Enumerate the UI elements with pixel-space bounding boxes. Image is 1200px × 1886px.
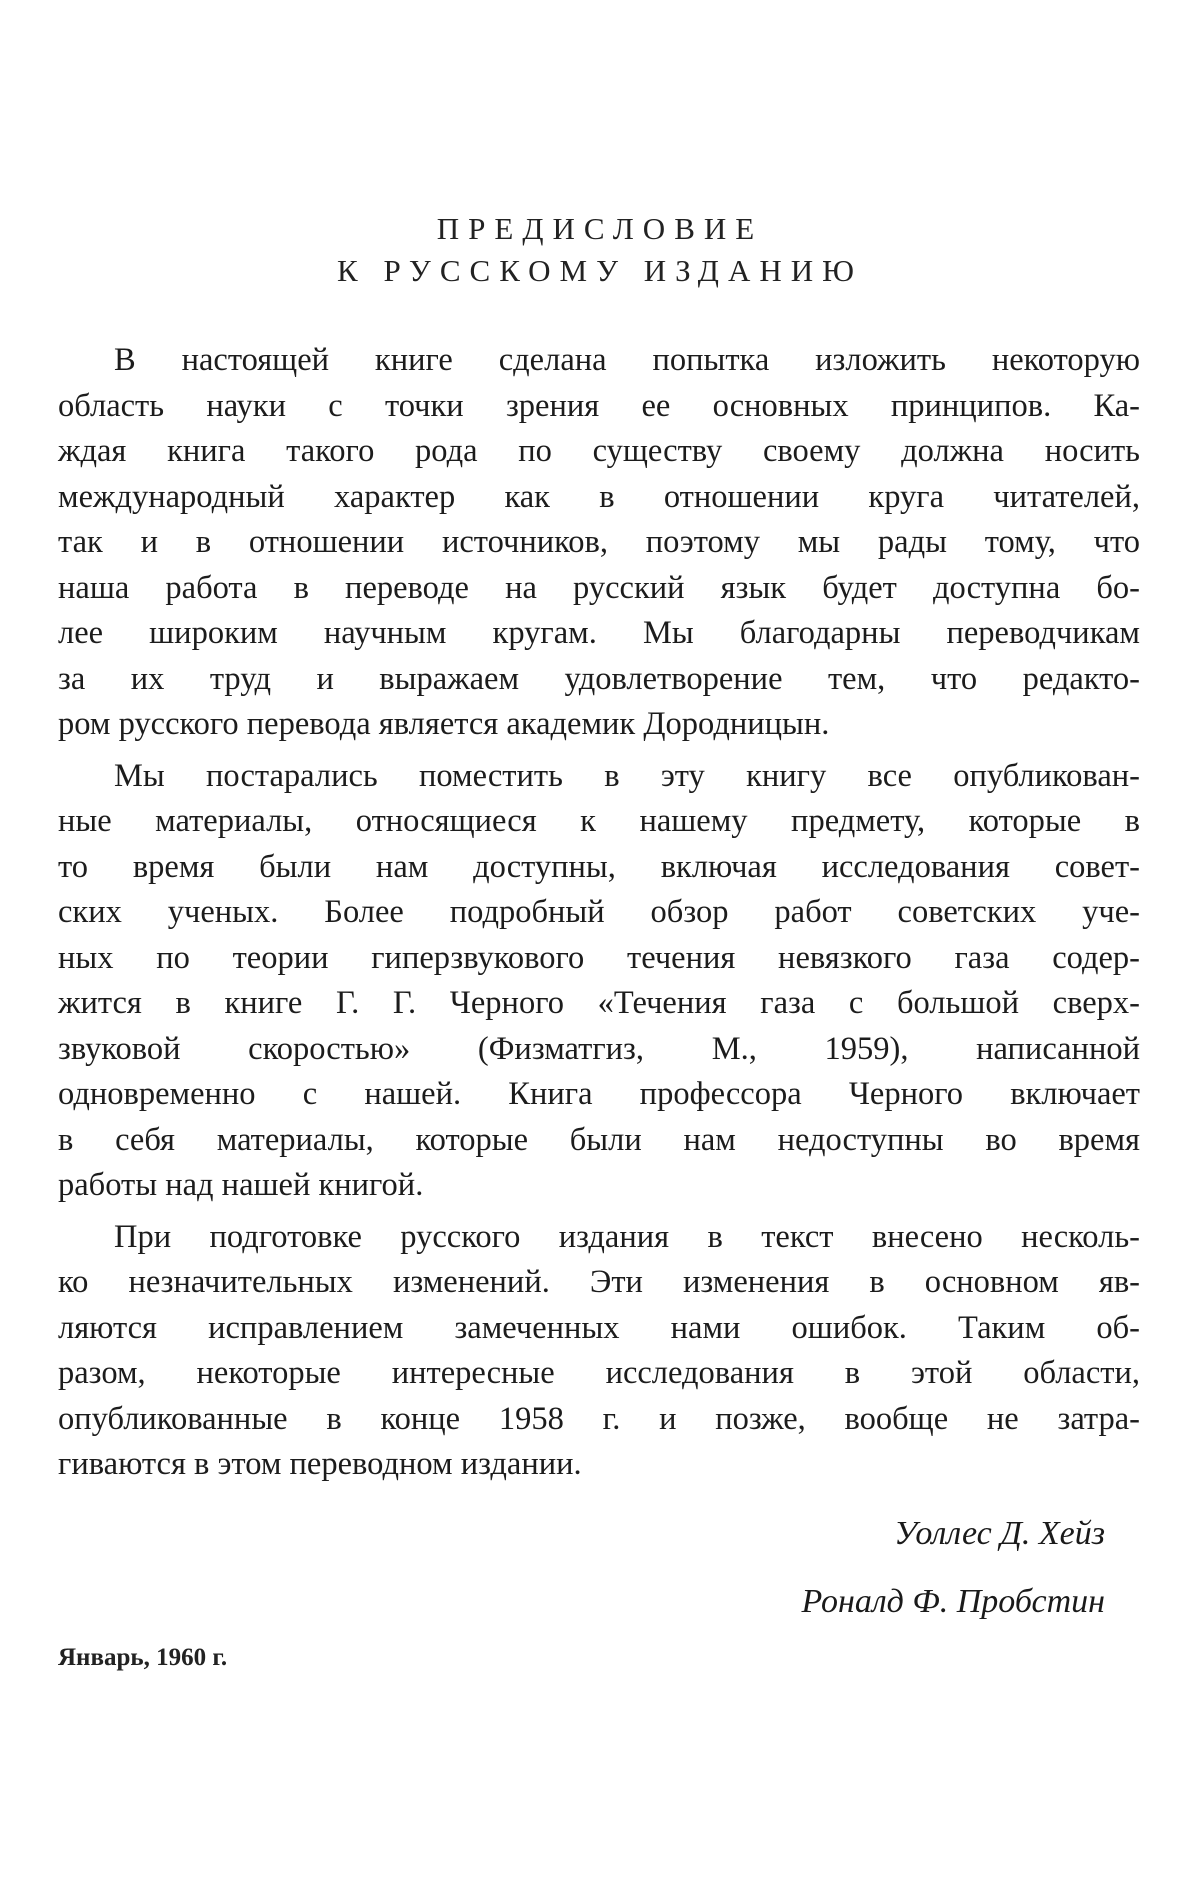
text-line: звуковой скоростью» (Физматгиз, М., 1959), написанной bbox=[58, 1030, 1140, 1067]
text-line: ждая книга такого рода по существу своему должна носить bbox=[58, 433, 1140, 469]
text-line: опубликованные в конце 1958 г. и позже, вообще не затра- bbox=[58, 1400, 1140, 1437]
text-line: Мы постарались поместить в эту книгу все опубликован- bbox=[114, 757, 1140, 794]
text-line: область науки с точки зрения ее основных принципов. Ка- bbox=[58, 387, 1140, 424]
text-line: гиваются в этом переводном издании. bbox=[58, 1446, 582, 1482]
text-line: одновременно с нашей. Книга профессора Черного включает bbox=[58, 1076, 1140, 1112]
text-line: то время были нам доступны, включая исследования совет- bbox=[58, 848, 1140, 885]
heading-line-2: К РУССКОМУ ИЗДАНИЮ bbox=[337, 253, 863, 288]
text-line: жится в книге Г. Г. Черного «Течения газа с большой сверх- bbox=[58, 985, 1140, 1021]
preface-body bbox=[58, 338, 1140, 1494]
preface-heading bbox=[0, 208, 1200, 292]
text-line: разом, некоторые интересные исследования в этой области, bbox=[58, 1355, 1140, 1391]
text-line: за их труд и выражаем удовлетворение тем, что редакто- bbox=[58, 660, 1140, 697]
paragraph-3 bbox=[58, 1215, 1140, 1488]
author-name-2: Роналд Ф. Пробстин bbox=[801, 1583, 1105, 1620]
text-line: в себя материалы, которые были нам недоступны во время bbox=[58, 1121, 1140, 1158]
text-line: ных по теории гиперзвукового течения невязкого газа содер- bbox=[58, 939, 1140, 976]
author-signatures bbox=[801, 1500, 1105, 1636]
text-line: ко незначительных изменений. Эти изменения в основном яв- bbox=[58, 1264, 1140, 1300]
text-line: При подготовке русского издания в текст внесено несколь- bbox=[114, 1218, 1140, 1255]
text-line: работы над нашей книгой. bbox=[58, 1167, 424, 1203]
paragraph-1 bbox=[58, 338, 1140, 748]
preface-date: Январь, 1960 г. bbox=[58, 1644, 228, 1671]
text-line: так и в отношении источников, поэтому мы рады тому, что bbox=[58, 524, 1140, 560]
author-name-1: Уоллес Д. Хейз bbox=[894, 1515, 1105, 1552]
paragraph-2 bbox=[58, 754, 1140, 1209]
text-line: ляются исправлением замеченных нами ошибок. Таким об- bbox=[58, 1309, 1140, 1346]
text-line: ром русского перевода является академик Дородницын. bbox=[58, 706, 830, 742]
text-line: ные материалы, относящиеся к нашему предмету, которые в bbox=[58, 803, 1140, 839]
text-line: международный характер как в отношении круга читателей, bbox=[58, 478, 1140, 515]
text-line: наша работа в переводе на русский язык будет доступна бо- bbox=[58, 569, 1140, 606]
text-line: лее широким научным кругам. Мы благодарны переводчикам bbox=[58, 615, 1140, 651]
heading-line-1: ПРЕДИСЛОВИЕ bbox=[436, 211, 764, 246]
text-line: ских ученых. Более подробный обзор работ советских уче- bbox=[58, 894, 1140, 930]
text-line: В настоящей книге сделана попытка изложить некоторую bbox=[114, 342, 1140, 378]
